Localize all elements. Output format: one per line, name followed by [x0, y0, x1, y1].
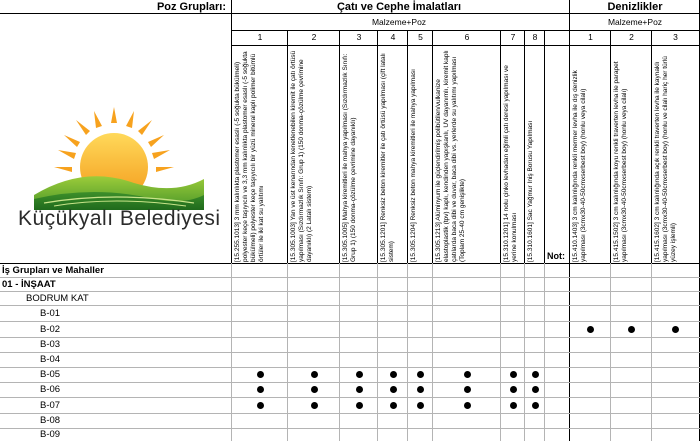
- bullet-mark: [510, 386, 517, 393]
- column-number: 2: [629, 32, 634, 42]
- column-description: [15.305.1201] Renksiz beton kiremitler ile çatı örtüsü yapılması (çift latalı sistem): [380, 53, 395, 262]
- row-label: B-04: [40, 354, 61, 365]
- bullet-mark: [532, 371, 539, 378]
- column-description: [15.415.1602] 3 cm kalınlığında açık renkli traverten levha ile kaynaklı yapılması (3cmx30-40-50cmxserbest boy) (honlu ve cilalı hariç her türlü yüzey işlemli): [654, 56, 677, 262]
- bullet-mark: [587, 326, 594, 333]
- bullet-mark: [390, 386, 397, 393]
- row-rule: [0, 277, 700, 278]
- group-sub-sills: Malzeme+Poz: [607, 17, 663, 27]
- table-row: [0, 321, 700, 337]
- bullet-mark: [510, 402, 517, 409]
- table-row: [0, 413, 700, 428]
- bullet-mark: [356, 402, 363, 409]
- row-rule: [0, 321, 700, 322]
- column-separator: [651, 30, 652, 263]
- row-rule: [0, 382, 700, 383]
- table-row: [0, 305, 700, 321]
- group-title-sills: Denizlikler: [607, 1, 663, 13]
- column-separator: [432, 30, 433, 263]
- row-rule: [0, 352, 700, 353]
- column-separator: [407, 30, 408, 263]
- column-number: 1: [257, 32, 263, 42]
- bullet-mark: [257, 371, 264, 378]
- grid-column-line: [339, 263, 340, 441]
- grid-column-line: [287, 263, 288, 441]
- row-label: B-07: [40, 399, 61, 411]
- note-label: Not:: [547, 251, 565, 261]
- column-number: 6: [464, 32, 470, 42]
- column-description: [15.305.1003] Yan ve üst kenarından kenetlenebilen kiremit ile çatı örtüsü yapılması (Sızdırmazlık Sınıfı: Grup 1) (150 donma-çözülme çevrimine dayanıklı) (2 Latalı sistem): [290, 50, 313, 262]
- column-description: [15.305.1204] Renksiz beton mahya kiremitleri ile mahya yapılması: [410, 69, 417, 262]
- column-description: [15.410.1403] 3 cm kalınlığında renkli mermer levha ile dış denizlik yapılması (3cmx30-40-50cmxserbest boy) (honlu veya cilalı): [572, 70, 587, 262]
- bullet-mark: [417, 371, 424, 378]
- table-row: [0, 367, 700, 382]
- bullet-mark: [464, 371, 471, 378]
- bullet-mark: [257, 386, 264, 393]
- grid-column-line: [544, 263, 545, 441]
- row-label: İş Grupları ve Mahaller: [2, 264, 104, 276]
- municipality-logo: [14, 95, 221, 235]
- bullet-mark: [257, 402, 264, 409]
- sub-rule: [232, 30, 700, 31]
- column-number: 1: [588, 32, 593, 42]
- bullet-mark: [532, 402, 539, 409]
- grid-column-line: [500, 263, 501, 441]
- row-rule: [0, 291, 700, 292]
- grid-column-line: [524, 263, 525, 441]
- bullet-mark: [510, 371, 517, 378]
- column-description: [15.305.1213] Alüminyum ile güçlendirilmiş polibütilen/vulkanize elastoplastik (tpv) kaplı, kendinden yapışkanlı, UV dayanımlı, kiremit kaplı çatılarda baca dibi ve duvar, baca dibi vs. yerlerde su yalıtımı yapılması (Toplam 25-40 cm genişlikte): [435, 50, 466, 262]
- column-separator: [339, 30, 340, 263]
- column-number: 7: [510, 32, 516, 42]
- row-label: B-06: [40, 384, 61, 395]
- label-column-line: [231, 263, 232, 441]
- row-label: B-03: [40, 339, 61, 350]
- bullet-mark: [356, 386, 363, 393]
- column-separator: [287, 30, 288, 263]
- table-row: [0, 397, 700, 413]
- table-row: [0, 337, 700, 352]
- bullet-mark: [311, 371, 318, 378]
- group-sub-roof-facade: Malzeme+Poz: [371, 17, 427, 27]
- num-rule: [232, 45, 700, 46]
- row-rule: [0, 413, 700, 414]
- bullet-mark: [311, 386, 318, 393]
- grid-column-line: [407, 263, 408, 441]
- row-label: B-01: [40, 307, 61, 319]
- row-rule: [0, 428, 700, 429]
- column-separator: [544, 30, 545, 263]
- row-rule: [0, 397, 700, 398]
- grid-column-line: [377, 263, 378, 441]
- row-label: B-05: [40, 369, 61, 380]
- row-rule: [0, 367, 700, 368]
- column-number: 8: [532, 32, 538, 42]
- row-label: B-08: [40, 415, 61, 426]
- row-rule: [0, 337, 700, 338]
- poz-groups-label: Poz Grupları:: [156, 1, 226, 13]
- row-label: 01 - İNŞAAT: [2, 278, 56, 290]
- header-rule: [0, 13, 700, 14]
- column-description: [15.305.1005] Mahya kiremitleri ile mahya yapılması (Sızdırmazlık Sınıfı: Grup 1) (150 donma-çözülme çevrimine dayanıklı): [342, 53, 357, 262]
- bullet-mark: [390, 371, 397, 378]
- bullet-mark: [532, 386, 539, 393]
- group-title-roof-facade: Çatı ve Cephe İmalatları: [336, 1, 462, 13]
- table-row: [0, 291, 700, 305]
- column-number: 4: [390, 32, 396, 42]
- row-label: B-09: [40, 429, 61, 440]
- bullet-mark: [390, 402, 397, 409]
- grid-column-line: [651, 263, 652, 441]
- column-number: 3: [356, 32, 362, 42]
- bullet-mark: [628, 326, 635, 333]
- column-number: 5: [418, 32, 423, 42]
- bullet-mark: [464, 402, 471, 409]
- row-label: B-02: [40, 323, 61, 335]
- column-description: [15.310.1601] Sac Yağmur İniş Borusu Yapılması: [527, 120, 534, 262]
- column-separator: [524, 30, 525, 263]
- logo-text: Küçükyalı Belediyesi: [18, 207, 221, 230]
- column-separator: [610, 30, 611, 263]
- grid-column-line: [610, 263, 611, 441]
- row-rule: [0, 305, 700, 306]
- column-description: [15.415.1502] 3 cm kalınlığında koyu renkli traverten levha ile parapet yapılması (3cmx30-40-50cmxserbest boy) (honlu veya cilalı): [613, 61, 628, 262]
- bullet-mark: [464, 386, 471, 393]
- group-divider: [569, 0, 570, 441]
- bullet-mark: [356, 371, 363, 378]
- table-row: [0, 277, 700, 291]
- row-label: BODRUM KAT: [26, 292, 89, 304]
- bullet-mark: [672, 326, 679, 333]
- table-top-rule: [0, 263, 700, 264]
- bullet-mark: [311, 402, 318, 409]
- column-number: 3: [673, 32, 678, 42]
- grid-column-line: [432, 263, 433, 441]
- table-row: [0, 263, 700, 277]
- column-description: [15.255.1013] 3 mm kalınlıkta plastomer esaslı (-5 soğukta bükülmeli) polyester keçe taşıyıcılı ve 3,3 mm kalınlıkta plastomer esaslı (-5 soğukta bükülmeli) polyester keçe taşıyıcılı bir yüzü mineral kaplı polimer bitümlü örtüler ile iki kat su yalıtımı: [234, 51, 265, 262]
- column-number: 2: [311, 32, 317, 42]
- column-separator: [377, 30, 378, 263]
- table-row: [0, 352, 700, 367]
- column-description: [15.310.1201] 14 nolu çinko levhadan eğimli çatı deresi yapılması ve yerine konulması: [503, 65, 518, 262]
- bullet-mark: [417, 402, 424, 409]
- table-row: [0, 382, 700, 397]
- column-separator: [500, 30, 501, 263]
- bullet-mark: [417, 386, 424, 393]
- table-row: [0, 428, 700, 441]
